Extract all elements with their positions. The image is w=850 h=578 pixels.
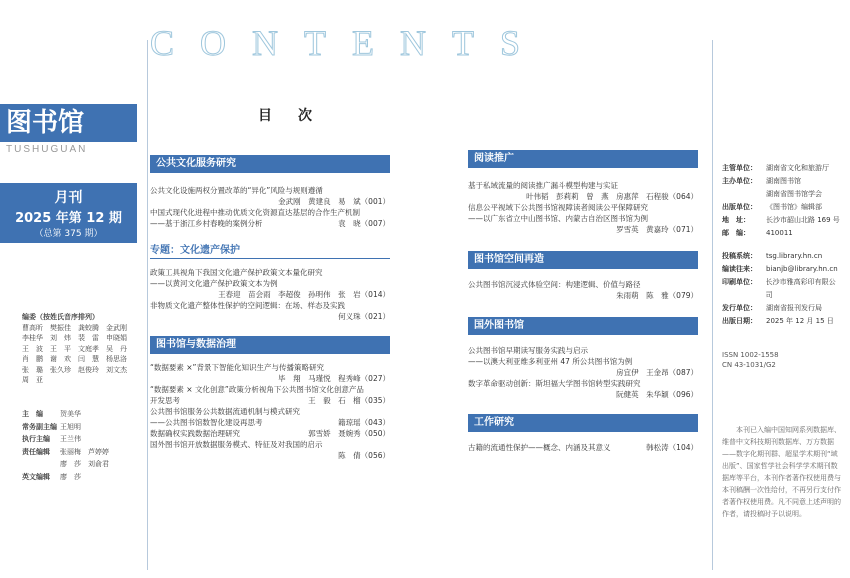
- section-header: 图书馆与数据治理: [150, 336, 390, 354]
- toc-author: 金武刚 黄建良 易 斌（001）: [278, 197, 390, 206]
- toc-entry[interactable]: “数据要素 × 文化创意”政策分析视角下公共图书馆文化创意产品: [150, 385, 364, 394]
- staff-row: 执行主编 王兰伟: [22, 435, 81, 443]
- cn-number: CN 43-1031/G2: [722, 361, 776, 369]
- info-row: 投稿系统： tsg.library.hn.cn: [722, 252, 823, 260]
- toc-entry[interactable]: 信息公平视域下公共图书馆视障读者阅读公平保障研究: [468, 203, 648, 212]
- editor-line: 周 亚: [22, 376, 43, 384]
- journal-logo-latin: TUSHUGUAN: [6, 144, 88, 155]
- info-row: 印刷单位： 长沙市雅高彩印有限公司: [722, 278, 836, 299]
- toc-entry[interactable]: 数据确权实践数据治理研究 郭雪娇 聂婉秀（050）: [150, 429, 390, 438]
- toc-author: 阮健英 朱华颖（096）: [616, 390, 698, 399]
- info-row: 出版日期： 2025 年 12 月 15 日: [722, 317, 834, 325]
- info-row: 出版单位： 《图书馆》编辑部: [722, 203, 822, 211]
- editors-block: [22, 312, 142, 386]
- issn-block: [722, 350, 779, 370]
- section-header: 公共文化服务研究: [150, 155, 390, 173]
- toc-author: 何义珠（021）: [338, 312, 390, 321]
- copyright-note: 本刊已入编中国知网系列数据库、维普中文科技期刊数据库、万方数据——数字化期刊群、超星学术期刊“域出版”、国家哲学社会科学学术期刊数据库等平台，本刊作者著作权使用费与本刊稿酬一次性给付，不再另行支付作者著作权使用费。凡不同意上述声明的作者，请投稿时予以说明。: [722, 426, 841, 518]
- toc-entry[interactable]: 非物质文化遗产整体性保护的空间逻辑：在场、样态及实践: [150, 301, 345, 310]
- staff-row: 责任编辑 张丽梅 芦婷婷: [22, 447, 109, 456]
- staff-row: 英文编辑 廖 莎: [22, 472, 81, 481]
- toc-author: 王春迎 苗会雨 李超俊 孙明伟 张 岩（014）: [218, 290, 390, 299]
- journal-logo: 图书馆: [0, 104, 137, 142]
- toc-author: 朱雨萌 陈 雅（079）: [616, 291, 698, 300]
- info-row: 发行单位： 湖南省报刊发行局: [722, 304, 822, 312]
- editor-line: 肖 鹏 谢 欢 闫 慧 杨思洛: [22, 355, 127, 363]
- section-header: 工作研究: [468, 414, 698, 432]
- section-header: 国外图书馆: [468, 317, 698, 335]
- editors-label: 编委（按姓氏音序排列）: [22, 313, 99, 321]
- issue-box: [0, 183, 137, 243]
- toc-entry[interactable]: 中国式现代化进程中推动优质文化资源直达基层的合作生产机制: [150, 208, 360, 217]
- monthly-label: 月刊: [54, 190, 83, 206]
- toc-author: 毕 翔 马瑾悦 程秀峰（027）: [278, 374, 390, 383]
- info-row: 湖南省图书馆学会: [766, 190, 822, 198]
- section-header: 阅读推广: [468, 150, 698, 168]
- editor-line: 王 波 王 平 文庭孝 吴 丹: [22, 344, 127, 353]
- toc-entry[interactable]: 公共图书馆沉浸式体验空间：构建逻辑、价值与路径: [468, 280, 641, 289]
- info-row: 编读往来： bianjb@library.hn.cn: [722, 265, 838, 273]
- toc-title: 目 次: [258, 108, 318, 124]
- info-row: 主办单位： 湖南图书馆: [722, 177, 801, 185]
- editor-line: 张 璐 张久珍 赵俊玲 刘文杰: [22, 365, 127, 374]
- toc-entry[interactable]: 政策工具视角下我国文化遗产保护政策文本量化研究: [150, 268, 323, 277]
- staff-row: 主 编 贺美华: [22, 410, 81, 418]
- toc-entry[interactable]: 公共图书馆早期读写服务实践与启示: [468, 346, 588, 355]
- toc-column-right: [468, 150, 698, 453]
- issue-number: 2025 年第 12 期: [15, 211, 122, 226]
- staff-row: 廖 莎 刘俞君: [60, 460, 109, 468]
- section-header: 图书馆空间再造: [468, 251, 698, 269]
- editor-line: 李桂华 刘 炜 裴 雷 申晓娟: [22, 334, 127, 342]
- divider-right: [712, 40, 713, 570]
- issn: ISSN 1002-1558: [722, 351, 779, 359]
- toc-author: 房宜伊 王金昂（087）: [616, 368, 698, 377]
- toc-entry[interactable]: ——公共图书馆数智化建设再思考 籍琼瑶（043）: [150, 418, 390, 427]
- toc-entry[interactable]: ——基于浙江乡村春晚的案例分析 袁 晓（007）: [150, 219, 390, 228]
- info-row: 邮 编： 410011: [722, 229, 793, 237]
- toc-entry[interactable]: ——以黄河文化遗产保护政策文本为例: [150, 279, 278, 288]
- toc-entry[interactable]: 数字革命驱动创新：斯坦福大学图书馆转型实践研究: [468, 379, 641, 388]
- toc-entry[interactable]: 公共图书馆服务公共数据流通机制与模式研究: [150, 407, 300, 416]
- staff-block: [22, 408, 142, 483]
- info-row: 主管单位： 湖南省文化和旅游厅: [722, 164, 829, 172]
- info-row: 地 址： 长沙市韶山北路 169 号: [722, 216, 840, 224]
- toc-entry[interactable]: ——以澳大利亚维多利亚州 47 所公共图书馆为例: [468, 357, 633, 366]
- toc-entry[interactable]: “数据要素 ×”背景下智能化知识生产与传播策略研究: [150, 363, 324, 372]
- toc-entry[interactable]: 基于私域流量的阅读推广漏斗模型构建与实证: [468, 181, 618, 190]
- total-issue: （总第 375 期）: [34, 229, 103, 239]
- divider-left: [147, 40, 148, 570]
- toc-column-left: [150, 155, 390, 461]
- toc-entry[interactable]: ——以广东省立中山图书馆、内蒙古自治区图书馆为例: [468, 214, 648, 223]
- editor-line: 曹高昕 樊振佳 龚蛟腾 金武刚: [22, 323, 127, 332]
- toc-author: 罗雪英 黄嘉玲（071）: [616, 225, 698, 234]
- contents-banner: CONTENTS: [150, 23, 546, 63]
- publication-info: [722, 162, 842, 328]
- toc-entry[interactable]: 开发思考 王 毅 石 榴（035）: [150, 396, 390, 405]
- staff-row: 常务副主编 王旭明: [22, 422, 81, 431]
- toc-author: 叶伟韬 彭莉莉 曾 燕 房惠萍 石程骏（064）: [526, 192, 698, 201]
- section-header: 专题：文化遗产保护: [150, 241, 390, 259]
- toc-entry[interactable]: 公共文化设施两权分置改革的“异化”风险与规则遵循: [150, 186, 323, 195]
- toc-entry[interactable]: 古籍的流通性保护——概念、内涵及其意义 韩松涛（104）: [468, 443, 698, 452]
- toc-author: 陈 倩（056）: [338, 451, 390, 460]
- toc-entry[interactable]: 国外图书馆开放数据服务模式、特征及对我国的启示: [150, 440, 323, 449]
